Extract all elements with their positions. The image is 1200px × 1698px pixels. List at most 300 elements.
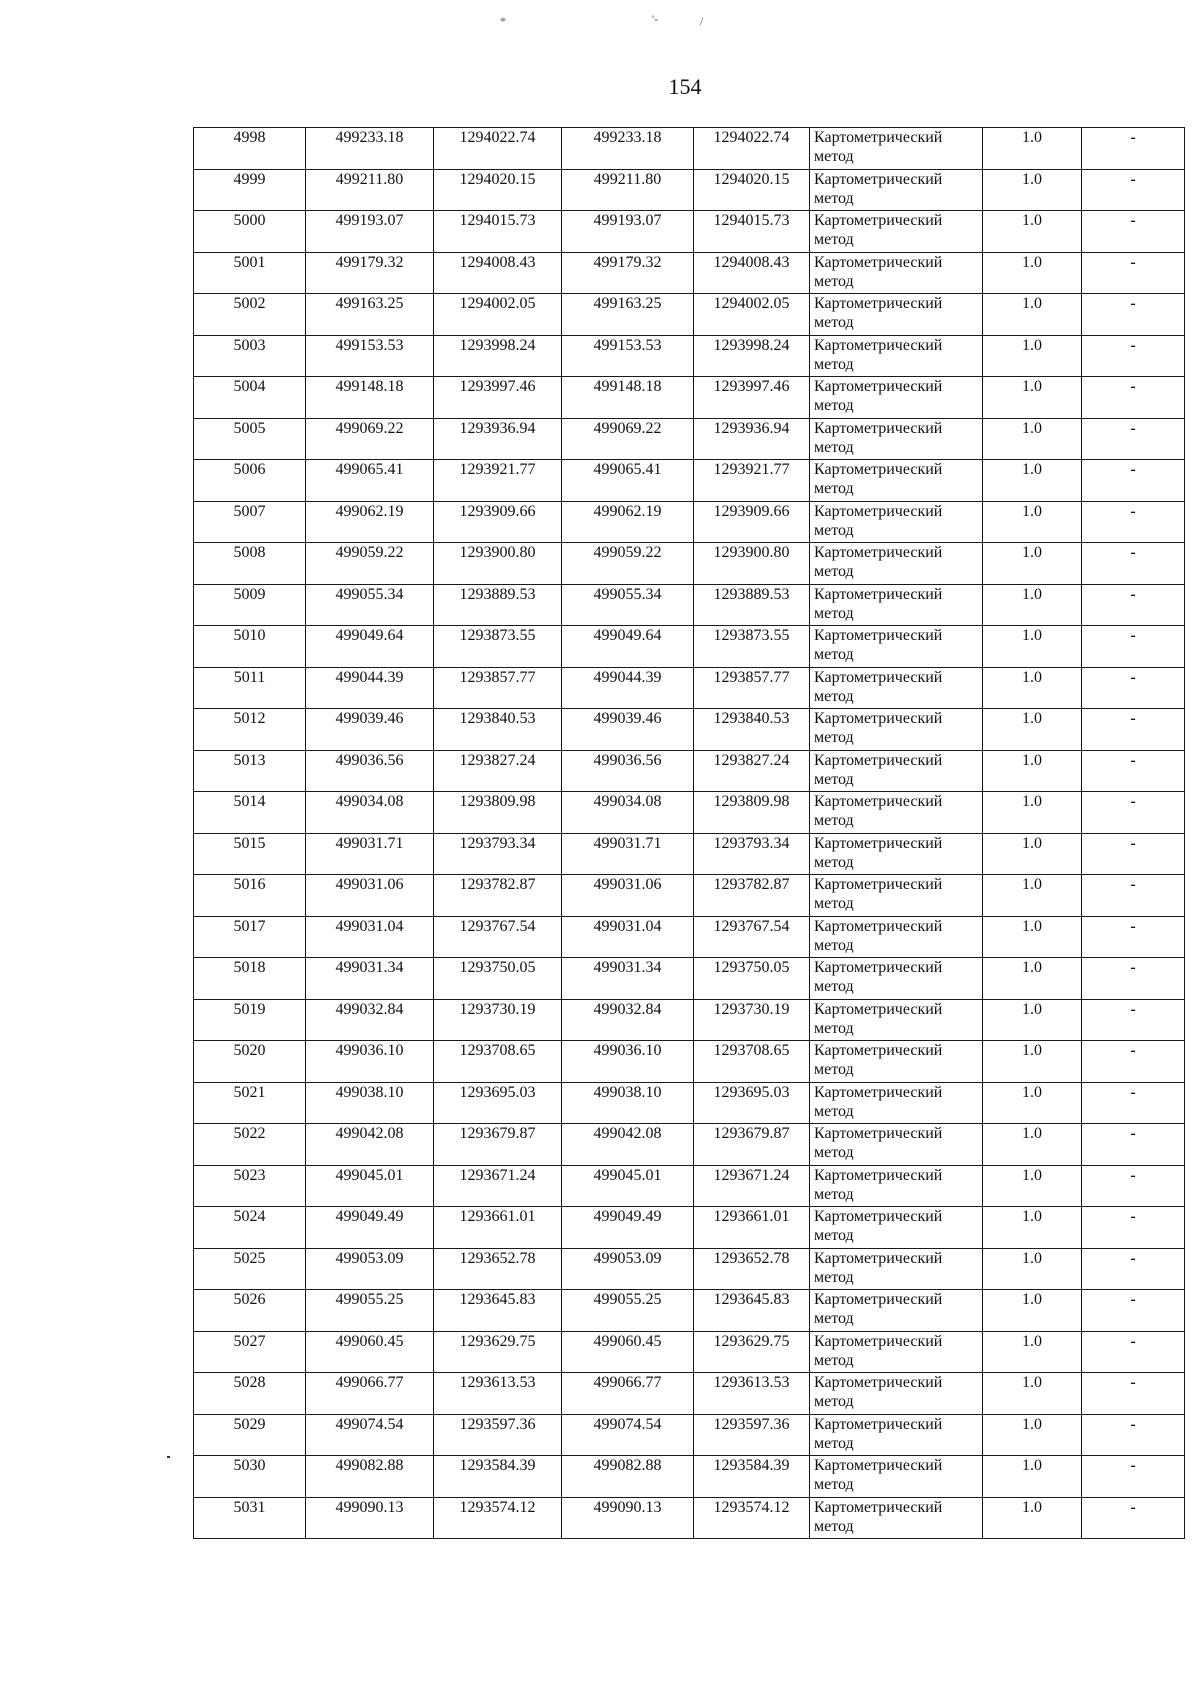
- description-cell: -: [1082, 1165, 1185, 1207]
- method-cell: Картометрический метод: [810, 128, 983, 170]
- y-coordinate-new-cell: 1293889.53: [694, 584, 810, 626]
- method-cell: Картометрический метод: [810, 1331, 983, 1373]
- description-cell: -: [1082, 252, 1185, 294]
- y-coordinate-new-cell: 1293809.98: [694, 792, 810, 834]
- accuracy-cell: 1.0: [983, 211, 1082, 253]
- description-cell: -: [1082, 626, 1185, 668]
- x-coordinate-new-cell: 499069.22: [562, 418, 694, 460]
- table-row: [194, 709, 1185, 751]
- x-coordinate-old-cell: 499036.56: [306, 750, 434, 792]
- method-cell: Картометрический метод: [810, 460, 983, 502]
- point-number-cell: 5029: [194, 1414, 306, 1456]
- y-coordinate-old-cell: 1293750.05: [434, 958, 562, 1000]
- description-cell: -: [1082, 584, 1185, 626]
- table-row: [194, 252, 1185, 294]
- description-cell: -: [1082, 1290, 1185, 1332]
- x-coordinate-new-cell: 499153.53: [562, 335, 694, 377]
- y-coordinate-new-cell: 1293613.53: [694, 1373, 810, 1415]
- method-cell: Картометрический метод: [810, 294, 983, 336]
- x-coordinate-old-cell: 499039.46: [306, 709, 434, 751]
- y-coordinate-old-cell: 1293857.77: [434, 667, 562, 709]
- method-cell: Картометрический метод: [810, 709, 983, 751]
- point-number-cell: 5025: [194, 1248, 306, 1290]
- x-coordinate-old-cell: 499049.49: [306, 1207, 434, 1249]
- method-cell: Картометрический метод: [810, 667, 983, 709]
- table-row: [194, 1373, 1185, 1415]
- x-coordinate-new-cell: 499049.49: [562, 1207, 694, 1249]
- point-number-cell: 5008: [194, 543, 306, 585]
- accuracy-cell: 1.0: [983, 1331, 1082, 1373]
- table-row: [194, 667, 1185, 709]
- y-coordinate-old-cell: 1293921.77: [434, 460, 562, 502]
- method-cell: Картометрический метод: [810, 1124, 983, 1166]
- y-coordinate-old-cell: 1293900.80: [434, 543, 562, 585]
- accuracy-cell: 1.0: [983, 460, 1082, 502]
- table-row: [194, 1456, 1185, 1498]
- description-cell: -: [1082, 128, 1185, 170]
- description-cell: -: [1082, 916, 1185, 958]
- method-cell: Картометрический метод: [810, 501, 983, 543]
- y-coordinate-new-cell: 1293909.66: [694, 501, 810, 543]
- x-coordinate-new-cell: 499031.06: [562, 875, 694, 917]
- x-coordinate-old-cell: 499065.41: [306, 460, 434, 502]
- y-coordinate-old-cell: 1294022.74: [434, 128, 562, 170]
- x-coordinate-old-cell: 499032.84: [306, 999, 434, 1041]
- accuracy-cell: 1.0: [983, 999, 1082, 1041]
- x-coordinate-new-cell: 499036.10: [562, 1041, 694, 1083]
- description-cell: -: [1082, 750, 1185, 792]
- y-coordinate-old-cell: 1293909.66: [434, 501, 562, 543]
- method-cell: Картометрический метод: [810, 1248, 983, 1290]
- table-row: [194, 211, 1185, 253]
- accuracy-cell: 1.0: [983, 833, 1082, 875]
- method-cell: Картометрический метод: [810, 999, 983, 1041]
- description-cell: -: [1082, 418, 1185, 460]
- table-row: [194, 833, 1185, 875]
- method-cell: Картометрический метод: [810, 1041, 983, 1083]
- point-number-cell: 5031: [194, 1497, 306, 1539]
- point-number-cell: 5019: [194, 999, 306, 1041]
- point-number-cell: 5004: [194, 377, 306, 419]
- y-coordinate-old-cell: 1293889.53: [434, 584, 562, 626]
- x-coordinate-new-cell: 499090.13: [562, 1497, 694, 1539]
- y-coordinate-new-cell: 1293695.03: [694, 1082, 810, 1124]
- y-coordinate-new-cell: 1293652.78: [694, 1248, 810, 1290]
- description-cell: -: [1082, 1331, 1185, 1373]
- accuracy-cell: 1.0: [983, 294, 1082, 336]
- description-cell: -: [1082, 169, 1185, 211]
- x-coordinate-new-cell: 499053.09: [562, 1248, 694, 1290]
- method-cell: Картометрический метод: [810, 1082, 983, 1124]
- table-row: [194, 1207, 1185, 1249]
- table-body: [194, 128, 1185, 1539]
- description-cell: -: [1082, 958, 1185, 1000]
- method-cell: Картометрический метод: [810, 211, 983, 253]
- y-coordinate-old-cell: 1294015.73: [434, 211, 562, 253]
- y-coordinate-new-cell: 1294008.43: [694, 252, 810, 294]
- method-cell: Картометрический метод: [810, 1165, 983, 1207]
- x-coordinate-old-cell: 499179.32: [306, 252, 434, 294]
- x-coordinate-old-cell: 499042.08: [306, 1124, 434, 1166]
- description-cell: -: [1082, 1414, 1185, 1456]
- method-cell: Картометрический метод: [810, 1290, 983, 1332]
- method-cell: Картометрический метод: [810, 833, 983, 875]
- x-coordinate-new-cell: 499148.18: [562, 377, 694, 419]
- table-row: [194, 1290, 1185, 1332]
- x-coordinate-new-cell: 499062.19: [562, 501, 694, 543]
- x-coordinate-new-cell: 499193.07: [562, 211, 694, 253]
- table-row: [194, 377, 1185, 419]
- table-row: [194, 128, 1185, 170]
- y-coordinate-old-cell: 1294008.43: [434, 252, 562, 294]
- description-cell: -: [1082, 1207, 1185, 1249]
- y-coordinate-new-cell: 1293921.77: [694, 460, 810, 502]
- x-coordinate-new-cell: 499065.41: [562, 460, 694, 502]
- x-coordinate-old-cell: 499211.80: [306, 169, 434, 211]
- method-cell: Картометрический метод: [810, 377, 983, 419]
- x-coordinate-old-cell: 499031.06: [306, 875, 434, 917]
- point-number-cell: 4998: [194, 128, 306, 170]
- description-cell: -: [1082, 667, 1185, 709]
- table-row: [194, 335, 1185, 377]
- description-cell: -: [1082, 999, 1185, 1041]
- point-number-cell: 5022: [194, 1124, 306, 1166]
- x-coordinate-old-cell: 499090.13: [306, 1497, 434, 1539]
- y-coordinate-old-cell: 1293997.46: [434, 377, 562, 419]
- x-coordinate-new-cell: 499060.45: [562, 1331, 694, 1373]
- y-coordinate-old-cell: 1293597.36: [434, 1414, 562, 1456]
- x-coordinate-new-cell: 499039.46: [562, 709, 694, 751]
- table-row: [194, 875, 1185, 917]
- method-cell: Картометрический метод: [810, 626, 983, 668]
- accuracy-cell: 1.0: [983, 875, 1082, 917]
- scan-artifact-dot: [167, 1456, 170, 1458]
- table-row: [194, 1414, 1185, 1456]
- point-number-cell: 5011: [194, 667, 306, 709]
- accuracy-cell: 1.0: [983, 1248, 1082, 1290]
- table-row: [194, 169, 1185, 211]
- x-coordinate-old-cell: 499034.08: [306, 792, 434, 834]
- x-coordinate-old-cell: 499069.22: [306, 418, 434, 460]
- x-coordinate-new-cell: 499082.88: [562, 1456, 694, 1498]
- table-row: [194, 999, 1185, 1041]
- method-cell: Картометрический метод: [810, 1207, 983, 1249]
- accuracy-cell: 1.0: [983, 1456, 1082, 1498]
- point-number-cell: 5023: [194, 1165, 306, 1207]
- table-row: [194, 1082, 1185, 1124]
- method-cell: Картометрический метод: [810, 418, 983, 460]
- x-coordinate-new-cell: 499036.56: [562, 750, 694, 792]
- method-cell: Картометрический метод: [810, 543, 983, 585]
- x-coordinate-old-cell: 499060.45: [306, 1331, 434, 1373]
- y-coordinate-old-cell: 1293793.34: [434, 833, 562, 875]
- accuracy-cell: 1.0: [983, 169, 1082, 211]
- method-cell: Картометрический метод: [810, 750, 983, 792]
- scan-artifact-mark: *: [500, 14, 506, 28]
- method-cell: Картометрический метод: [810, 335, 983, 377]
- y-coordinate-new-cell: 1293730.19: [694, 999, 810, 1041]
- x-coordinate-old-cell: 499233.18: [306, 128, 434, 170]
- y-coordinate-new-cell: 1293629.75: [694, 1331, 810, 1373]
- y-coordinate-new-cell: 1293873.55: [694, 626, 810, 668]
- x-coordinate-old-cell: 499074.54: [306, 1414, 434, 1456]
- y-coordinate-old-cell: 1293767.54: [434, 916, 562, 958]
- point-number-cell: 5018: [194, 958, 306, 1000]
- accuracy-cell: 1.0: [983, 1041, 1082, 1083]
- table-row: [194, 418, 1185, 460]
- x-coordinate-old-cell: 499055.34: [306, 584, 434, 626]
- y-coordinate-new-cell: 1293671.24: [694, 1165, 810, 1207]
- table-row: [194, 1331, 1185, 1373]
- point-number-cell: 5005: [194, 418, 306, 460]
- accuracy-cell: 1.0: [983, 377, 1082, 419]
- x-coordinate-old-cell: 499082.88: [306, 1456, 434, 1498]
- accuracy-cell: 1.0: [983, 958, 1082, 1000]
- description-cell: -: [1082, 1373, 1185, 1415]
- method-cell: Картометрический метод: [810, 584, 983, 626]
- accuracy-cell: 1.0: [983, 1082, 1082, 1124]
- y-coordinate-old-cell: 1293730.19: [434, 999, 562, 1041]
- point-number-cell: 5014: [194, 792, 306, 834]
- table-row: [194, 958, 1185, 1000]
- accuracy-cell: 1.0: [983, 252, 1082, 294]
- description-cell: -: [1082, 543, 1185, 585]
- point-number-cell: 5013: [194, 750, 306, 792]
- y-coordinate-old-cell: 1293645.83: [434, 1290, 562, 1332]
- x-coordinate-new-cell: 499044.39: [562, 667, 694, 709]
- point-number-cell: 5012: [194, 709, 306, 751]
- description-cell: -: [1082, 1497, 1185, 1539]
- y-coordinate-new-cell: 1293793.34: [694, 833, 810, 875]
- accuracy-cell: 1.0: [983, 584, 1082, 626]
- x-coordinate-new-cell: 499049.64: [562, 626, 694, 668]
- point-number-cell: 5020: [194, 1041, 306, 1083]
- point-number-cell: 5027: [194, 1331, 306, 1373]
- table-row: [194, 1248, 1185, 1290]
- table-row: [194, 1124, 1185, 1166]
- point-number-cell: 5007: [194, 501, 306, 543]
- y-coordinate-old-cell: 1293936.94: [434, 418, 562, 460]
- point-number-cell: 5016: [194, 875, 306, 917]
- accuracy-cell: 1.0: [983, 626, 1082, 668]
- x-coordinate-new-cell: 499233.18: [562, 128, 694, 170]
- y-coordinate-new-cell: 1293679.87: [694, 1124, 810, 1166]
- method-cell: Картометрический метод: [810, 252, 983, 294]
- table-row: [194, 750, 1185, 792]
- scan-artifact-mark: /: [700, 14, 704, 28]
- y-coordinate-old-cell: 1293679.87: [434, 1124, 562, 1166]
- accuracy-cell: 1.0: [983, 1207, 1082, 1249]
- y-coordinate-new-cell: 1293936.94: [694, 418, 810, 460]
- description-cell: -: [1082, 460, 1185, 502]
- x-coordinate-old-cell: 499031.34: [306, 958, 434, 1000]
- accuracy-cell: 1.0: [983, 1497, 1082, 1539]
- description-cell: -: [1082, 1082, 1185, 1124]
- y-coordinate-new-cell: 1293574.12: [694, 1497, 810, 1539]
- point-number-cell: 5001: [194, 252, 306, 294]
- description-cell: -: [1082, 1041, 1185, 1083]
- table-row: [194, 1165, 1185, 1207]
- point-number-cell: 5017: [194, 916, 306, 958]
- y-coordinate-new-cell: 1294022.74: [694, 128, 810, 170]
- y-coordinate-new-cell: 1293998.24: [694, 335, 810, 377]
- accuracy-cell: 1.0: [983, 418, 1082, 460]
- y-coordinate-old-cell: 1293695.03: [434, 1082, 562, 1124]
- x-coordinate-new-cell: 499055.34: [562, 584, 694, 626]
- description-cell: -: [1082, 1456, 1185, 1498]
- x-coordinate-old-cell: 499036.10: [306, 1041, 434, 1083]
- accuracy-cell: 1.0: [983, 1124, 1082, 1166]
- accuracy-cell: 1.0: [983, 1373, 1082, 1415]
- y-coordinate-new-cell: 1293857.77: [694, 667, 810, 709]
- table-row: [194, 1041, 1185, 1083]
- y-coordinate-old-cell: 1293661.01: [434, 1207, 562, 1249]
- point-number-cell: 5024: [194, 1207, 306, 1249]
- description-cell: -: [1082, 1124, 1185, 1166]
- table-row: [194, 294, 1185, 336]
- method-cell: Картометрический метод: [810, 1373, 983, 1415]
- y-coordinate-new-cell: 1293708.65: [694, 1041, 810, 1083]
- description-cell: -: [1082, 792, 1185, 834]
- x-coordinate-new-cell: 499031.04: [562, 916, 694, 958]
- y-coordinate-new-cell: 1293767.54: [694, 916, 810, 958]
- y-coordinate-old-cell: 1293584.39: [434, 1456, 562, 1498]
- table-row: [194, 626, 1185, 668]
- description-cell: -: [1082, 875, 1185, 917]
- table-row: [194, 792, 1185, 834]
- accuracy-cell: 1.0: [983, 501, 1082, 543]
- y-coordinate-old-cell: 1293574.12: [434, 1497, 562, 1539]
- method-cell: Картометрический метод: [810, 169, 983, 211]
- point-number-cell: 5003: [194, 335, 306, 377]
- accuracy-cell: 1.0: [983, 335, 1082, 377]
- y-coordinate-new-cell: 1293645.83: [694, 1290, 810, 1332]
- point-number-cell: 5006: [194, 460, 306, 502]
- x-coordinate-old-cell: 499031.71: [306, 833, 434, 875]
- y-coordinate-new-cell: 1293782.87: [694, 875, 810, 917]
- y-coordinate-new-cell: 1293997.46: [694, 377, 810, 419]
- method-cell: Картометрический метод: [810, 792, 983, 834]
- x-coordinate-new-cell: 499031.34: [562, 958, 694, 1000]
- point-number-cell: 5009: [194, 584, 306, 626]
- x-coordinate-old-cell: 499045.01: [306, 1165, 434, 1207]
- description-cell: -: [1082, 211, 1185, 253]
- page-number: 154: [668, 74, 702, 99]
- x-coordinate-new-cell: 499045.01: [562, 1165, 694, 1207]
- y-coordinate-old-cell: 1293840.53: [434, 709, 562, 751]
- description-cell: -: [1082, 833, 1185, 875]
- point-number-cell: 4999: [194, 169, 306, 211]
- coordinates-table: [193, 127, 1185, 1539]
- x-coordinate-old-cell: 499193.07: [306, 211, 434, 253]
- accuracy-cell: 1.0: [983, 1414, 1082, 1456]
- point-number-cell: 5021: [194, 1082, 306, 1124]
- x-coordinate-new-cell: 499042.08: [562, 1124, 694, 1166]
- y-coordinate-new-cell: 1294020.15: [694, 169, 810, 211]
- x-coordinate-old-cell: 499038.10: [306, 1082, 434, 1124]
- y-coordinate-old-cell: 1293827.24: [434, 750, 562, 792]
- description-cell: -: [1082, 294, 1185, 336]
- method-cell: Картометрический метод: [810, 916, 983, 958]
- point-number-cell: 5010: [194, 626, 306, 668]
- table-row: [194, 584, 1185, 626]
- x-coordinate-new-cell: 499066.77: [562, 1373, 694, 1415]
- x-coordinate-old-cell: 499066.77: [306, 1373, 434, 1415]
- table-row: [194, 543, 1185, 585]
- x-coordinate-new-cell: 499055.25: [562, 1290, 694, 1332]
- point-number-cell: 5028: [194, 1373, 306, 1415]
- x-coordinate-old-cell: 499044.39: [306, 667, 434, 709]
- y-coordinate-new-cell: 1293750.05: [694, 958, 810, 1000]
- y-coordinate-old-cell: 1293998.24: [434, 335, 562, 377]
- x-coordinate-new-cell: 499038.10: [562, 1082, 694, 1124]
- description-cell: -: [1082, 501, 1185, 543]
- method-cell: Картометрический метод: [810, 1456, 983, 1498]
- point-number-cell: 5026: [194, 1290, 306, 1332]
- table-row: [194, 1497, 1185, 1539]
- x-coordinate-new-cell: 499031.71: [562, 833, 694, 875]
- y-coordinate-new-cell: 1294015.73: [694, 211, 810, 253]
- y-coordinate-new-cell: 1293827.24: [694, 750, 810, 792]
- accuracy-cell: 1.0: [983, 667, 1082, 709]
- description-cell: -: [1082, 335, 1185, 377]
- y-coordinate-old-cell: 1294002.05: [434, 294, 562, 336]
- method-cell: Картометрический метод: [810, 875, 983, 917]
- x-coordinate-old-cell: 499031.04: [306, 916, 434, 958]
- x-coordinate-old-cell: 499053.09: [306, 1248, 434, 1290]
- y-coordinate-new-cell: 1293584.39: [694, 1456, 810, 1498]
- x-coordinate-old-cell: 499148.18: [306, 377, 434, 419]
- x-coordinate-new-cell: 499163.25: [562, 294, 694, 336]
- y-coordinate-old-cell: 1293613.53: [434, 1373, 562, 1415]
- y-coordinate-old-cell: 1293671.24: [434, 1165, 562, 1207]
- point-number-cell: 5015: [194, 833, 306, 875]
- description-cell: -: [1082, 377, 1185, 419]
- method-cell: Картометрический метод: [810, 958, 983, 1000]
- x-coordinate-new-cell: 499211.80: [562, 169, 694, 211]
- scan-artifact-mark: '-: [652, 12, 659, 26]
- accuracy-cell: 1.0: [983, 709, 1082, 751]
- y-coordinate-old-cell: 1293652.78: [434, 1248, 562, 1290]
- accuracy-cell: 1.0: [983, 750, 1082, 792]
- accuracy-cell: 1.0: [983, 543, 1082, 585]
- x-coordinate-new-cell: 499179.32: [562, 252, 694, 294]
- accuracy-cell: 1.0: [983, 916, 1082, 958]
- x-coordinate-new-cell: 499034.08: [562, 792, 694, 834]
- y-coordinate-new-cell: 1294002.05: [694, 294, 810, 336]
- accuracy-cell: 1.0: [983, 128, 1082, 170]
- accuracy-cell: 1.0: [983, 792, 1082, 834]
- x-coordinate-new-cell: 499032.84: [562, 999, 694, 1041]
- point-number-cell: 5000: [194, 211, 306, 253]
- x-coordinate-old-cell: 499049.64: [306, 626, 434, 668]
- x-coordinate-old-cell: 499062.19: [306, 501, 434, 543]
- y-coordinate-old-cell: 1294020.15: [434, 169, 562, 211]
- method-cell: Картометрический метод: [810, 1414, 983, 1456]
- point-number-cell: 5030: [194, 1456, 306, 1498]
- x-coordinate-old-cell: 499059.22: [306, 543, 434, 585]
- table-row: [194, 916, 1185, 958]
- y-coordinate-new-cell: 1293900.80: [694, 543, 810, 585]
- y-coordinate-old-cell: 1293629.75: [434, 1331, 562, 1373]
- y-coordinate-old-cell: 1293873.55: [434, 626, 562, 668]
- y-coordinate-old-cell: 1293708.65: [434, 1041, 562, 1083]
- table-row: [194, 501, 1185, 543]
- method-cell: Картометрический метод: [810, 1497, 983, 1539]
- x-coordinate-old-cell: 499153.53: [306, 335, 434, 377]
- y-coordinate-new-cell: 1293840.53: [694, 709, 810, 751]
- table-row: [194, 460, 1185, 502]
